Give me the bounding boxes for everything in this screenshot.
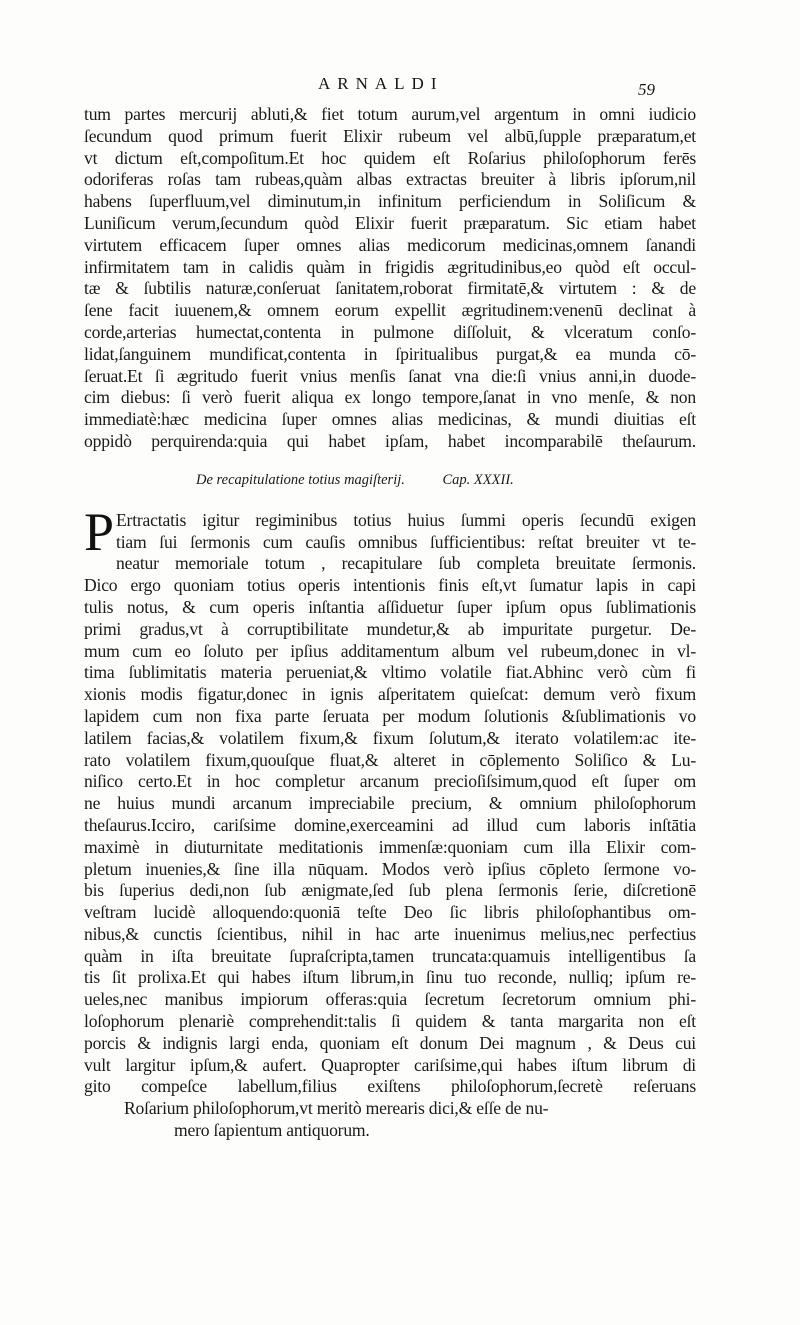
paragraph-1	[84, 104, 696, 453]
text-line: primi gradus,vt à corruptibilitate mundetur,& ab impuritate purgetur. De-	[84, 618, 696, 639]
text-line: lapidem cum non fixa parte ſeruata per modum ſolutionis &ſublimationis vo	[84, 705, 696, 726]
text-line: virtutem efficacem ſuper omnes alias medicorum medicinas,omnem ſanandi	[84, 234, 696, 255]
text-line: corde,arterias humectat,contenta in pulmone diſſoluit, & vlceratum conſo-	[84, 321, 696, 342]
text-line: niſico certo.Et in hoc completur arcanum precioſiſsimum,quod eſt ſuper om	[84, 771, 696, 792]
text-line: ueles,nec manibus impiorum offeras:quia ſecretum ſecretorum omnium phi-	[84, 989, 696, 1010]
text-line: cim diebus: ſi verò fuerit aliqua ex longo tempore,ſanat in vno menſe, & non	[84, 387, 696, 408]
text-block	[84, 104, 696, 1142]
text-line: porcis & indignis largi enda, quoniam eſt donum Dei magnum , & Deus cui	[84, 1032, 696, 1053]
chapter-title: De recapitulatione totius magiſterij.	[196, 471, 405, 488]
running-head: ARNALDI	[318, 74, 444, 93]
text-line: veſtram lucidè alloquendo:quoniā teſte Deo ſic libris philoſophantibus om-	[84, 902, 696, 923]
page-number: 59	[638, 80, 655, 99]
text-line: ſene facit iuuenem,& omnem eorum expellit ægritudinem:venenū declinat à	[84, 300, 696, 321]
text-line: Ertractatis igitur regiminibus totius huius ſummi operis ſecundū exigen	[116, 509, 696, 530]
text-line: quàm in iſta breuitate ſupraſcripta,tamen truncata:quamuis intelligentibus ſa	[84, 945, 696, 966]
text-line: theſaurus.Icciro, cariſsime domine,exerceamini ad illud cum laboris inſtātia	[84, 814, 696, 835]
text-line: mero ſapientum antiquorum.	[174, 1120, 370, 1141]
text-line: tulis notus, & cum operis inſtantia aſſiduetur ſuper ipſum opus ſublimationis	[84, 596, 696, 617]
text-line: maximè in diuturnitate meditationis immenſæ:quoniam cum illa Elixir com-	[84, 836, 696, 857]
text-line: Roſarium philoſophorum,vt meritò merearis dici,& eſſe de nu-	[124, 1098, 549, 1119]
text-line: infirmitatem tam in calidis quàm in frigidis ægritudinibus,eo quòd eſt occul-	[84, 256, 696, 277]
chapter-number: Cap. XXXII.	[442, 471, 514, 488]
text-line: habens ſuperfluum,vel diminutum,in infinitum perficiendum in Soliſicum &	[84, 191, 696, 212]
drop-initial: P	[84, 501, 115, 562]
text-line: Luniſicum verum,ſecundum quòd Elixir fuerit præparatum. Sic etiam habet	[84, 212, 696, 233]
text-line: pletum inuenies,& ſine illa nūquam. Modos verò ipſius cōpleto ſermone vo-	[84, 858, 696, 879]
text-line: nibus,& cunctis ſcientibus, nihil in hac arte inuenimus melius,nec perfectius	[84, 923, 696, 944]
text-line: ne huius mundi arcanum impreciabile precium, & omnium philoſophorum	[84, 793, 696, 814]
text-line: vt dictum eſt,compoſitum.Et hoc quidem eſt Roſarius philoſophorum ferēs	[84, 147, 696, 168]
paragraph-2	[84, 501, 696, 1142]
text-line: loſophorum plenariè comprehendit:talis ſi quidem & tanta margarita non eſt	[84, 1011, 696, 1032]
text-line: tum partes mercurij abluti,& fiet totum aurum,vel argentum in omni iudicio	[84, 104, 696, 124]
text-line: neatur memoriale totum , recapitulare ſub completa breuitate ſermonis.	[116, 553, 696, 574]
text-line: gito compeſce labellum,filius exiſtens philoſophorum,ſecretè reſeruans	[84, 1076, 696, 1097]
chapter-heading	[84, 469, 696, 491]
text-line: bis ſuperius dedi,non ſub ænigmate,ſed ſub plena ſermonis ſerie, diſcretionē	[84, 880, 696, 901]
text-line: tæ & ſubtilis naturæ,conſeruat ſanitatem,roborat firmitatē,& virtutem : & de	[84, 278, 696, 299]
text-line: lidat,ſanguinem mundificat,contenta in ſpiritualibus purgat,& ea munda cō-	[84, 343, 696, 364]
text-line: oppidò perquirenda:quia qui habet ipſam, habet incomparabilē theſaurum.	[84, 430, 696, 451]
text-line: Dico ergo quoniam totius operis intentionis finis eſt,vt ſumatur lapis in capi	[84, 575, 696, 596]
text-line: ſeruat.Et ſi ægritudo fuerit vnius menſis ſanat vna die:ſi vnius anni,in duode-	[84, 365, 696, 386]
text-line: tiam ſui ſermonis cum cauſis omnibus ſufficientibus: reſtat breuiter vt te-	[116, 531, 696, 552]
text-line: tis ſit prolixa.Et qui habes iſtum librum,in ſinu tuo reconde, nulliq; ipſum re-	[84, 967, 696, 988]
text-line: rato volatilem fixum,quouſque fluat,& alteret in cōplemento Soliſico & Lu-	[84, 749, 696, 770]
text-line: ſecundum quod primum fuerit Elixir rubeum vel albū,ſupple præparatum,et	[84, 125, 696, 146]
text-line: xionis modis figatur,donec in ignis aſperitatem quieſcat: demum verò fixum	[84, 684, 696, 705]
text-line: odoriferas roſas tam rubeas,quàm albas extractas breuiter à libris ipſorum,nil	[84, 169, 696, 190]
text-line: vult largitur ipſum,& aufert. Quapropter cariſsime,qui habes iſtum librum di	[84, 1054, 696, 1075]
text-line: mum cum eo ſoluto per ipſius additamentum album vel rubeum,donec in vl-	[84, 640, 696, 661]
text-line: tima ſublimitatis materia perueniat,& vltimo volatile fiat.Abhinc verò cùm fi	[84, 662, 696, 683]
text-line: immediatè:hæc medicina ſuper omnes alias medicinas, & mundi diuitias eſt	[84, 409, 696, 430]
text-line: latilem facias,& volatilem fixum,& fixum ſolutum,& iterato volatilem:ac ite-	[84, 727, 696, 748]
